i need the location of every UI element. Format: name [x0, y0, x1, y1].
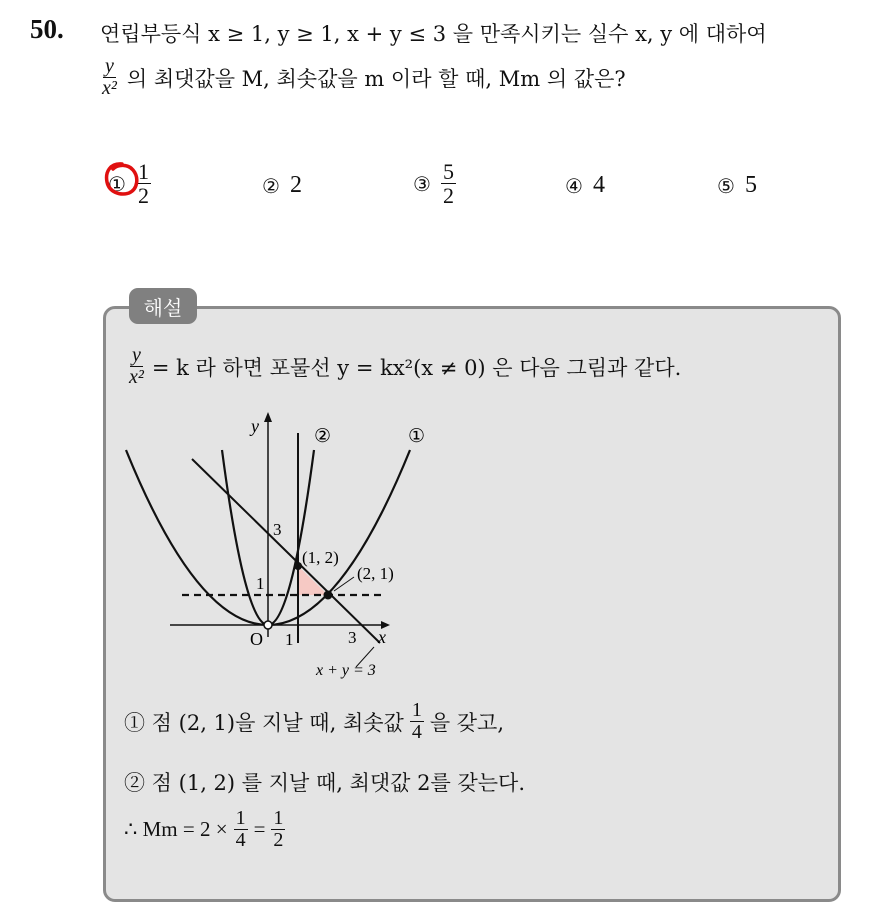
choice-2-label: ②: [262, 173, 280, 198]
solution-step-2: [124, 767, 525, 797]
curve-1-label: ①: [408, 426, 426, 447]
fraction-y-over-x2: [100, 56, 119, 99]
choice-5-label: ⑤: [717, 173, 735, 198]
axis-y-label: y: [251, 416, 259, 436]
point-2-1-dot: [324, 591, 333, 600]
choice-4-label: ④: [565, 173, 583, 198]
choice-4[interactable]: [565, 172, 605, 199]
axis-x-label: x: [378, 627, 386, 647]
point-1-2-dot: [294, 562, 302, 570]
choice-3-denominator: 2: [442, 183, 454, 209]
intro-denominator: x²: [129, 366, 144, 388]
tick-x-3: 3: [348, 628, 357, 647]
intro-text: = k 라 하면 포물선 y = kx²(x ≠ 0) 은 다음 그림과 같다.: [151, 355, 682, 380]
step2-text: ② 점 (1, 2) 를 지날 때, 최댓값 2를 갖는다.: [124, 771, 526, 795]
intro-numerator: y: [131, 344, 141, 366]
choice-1-numerator: 1: [137, 159, 149, 184]
point-a-label: (1, 2): [302, 548, 339, 567]
feasible-region: [298, 566, 328, 595]
step3-pre: ∴ Mm = 2 ×: [124, 817, 228, 841]
choice-2[interactable]: [262, 172, 302, 199]
tick-y-3: 3: [273, 520, 282, 539]
choice-3[interactable]: [413, 160, 456, 207]
solution-step-1: [124, 700, 504, 743]
step3-denominator: 4: [235, 829, 246, 851]
problem-line1: 연립부등식 x ≥ 1, y ≥ 1, x + y ≤ 3 을 만족시키는 실수 x, y 에 대하여: [100, 22, 767, 46]
step1-pre: ① 점 (2, 1)을 지날 때, 최솟값: [124, 710, 404, 735]
step1-denominator: 4: [411, 721, 422, 743]
selected-answer-circle: [100, 158, 144, 202]
step3-result-numerator: 1: [273, 807, 284, 829]
curve-2-label: ②: [314, 426, 332, 447]
fraction-denominator: x²: [102, 77, 117, 99]
solution-tag: 해설: [129, 288, 197, 324]
choice-4-value: 4: [592, 172, 605, 198]
step3-fraction: [234, 808, 248, 851]
choice-5[interactable]: [717, 172, 757, 199]
choice-3-numerator: 5: [442, 159, 454, 184]
step1-numerator: 1: [411, 699, 422, 721]
origin-dot: [264, 621, 272, 629]
choice-3-label: ③: [413, 171, 431, 196]
choice-3-fraction: [441, 160, 456, 207]
step3-numerator: 1: [235, 807, 246, 829]
tick-y-1: 1: [256, 574, 265, 593]
problem-number: 50.: [30, 14, 64, 44]
line-x-plus-y-3: [192, 459, 380, 643]
choice-5-value: 5: [744, 172, 757, 198]
parabola-graph: [118, 405, 438, 685]
choice-1-label: ①: [108, 171, 126, 196]
y-axis-arrow: [264, 412, 272, 422]
solution-step-3: [124, 808, 285, 851]
problem-question-text: 의 최댓값을 M, 최솟값을 m 이라 할 때, Mm 의 값은?: [126, 66, 626, 91]
problem-line2: [100, 56, 626, 99]
tick-x-1: 1: [285, 630, 294, 649]
step1-fraction: [410, 700, 424, 743]
step3-result-fraction: [271, 808, 285, 851]
origin-label: O: [250, 629, 263, 649]
step3-equals: =: [253, 817, 266, 841]
choice-1-denominator: 2: [137, 183, 149, 209]
step1-post: 을 갖고,: [429, 710, 505, 735]
fraction-numerator: y: [104, 55, 114, 77]
solution-intro: [127, 345, 681, 388]
line-equation-label: x + y = 3: [316, 662, 376, 679]
choice-2-value: 2: [289, 172, 302, 198]
point-b-label: (2, 1): [357, 564, 394, 583]
intro-fraction: [127, 345, 146, 388]
step3-result-denominator: 2: [273, 829, 284, 851]
